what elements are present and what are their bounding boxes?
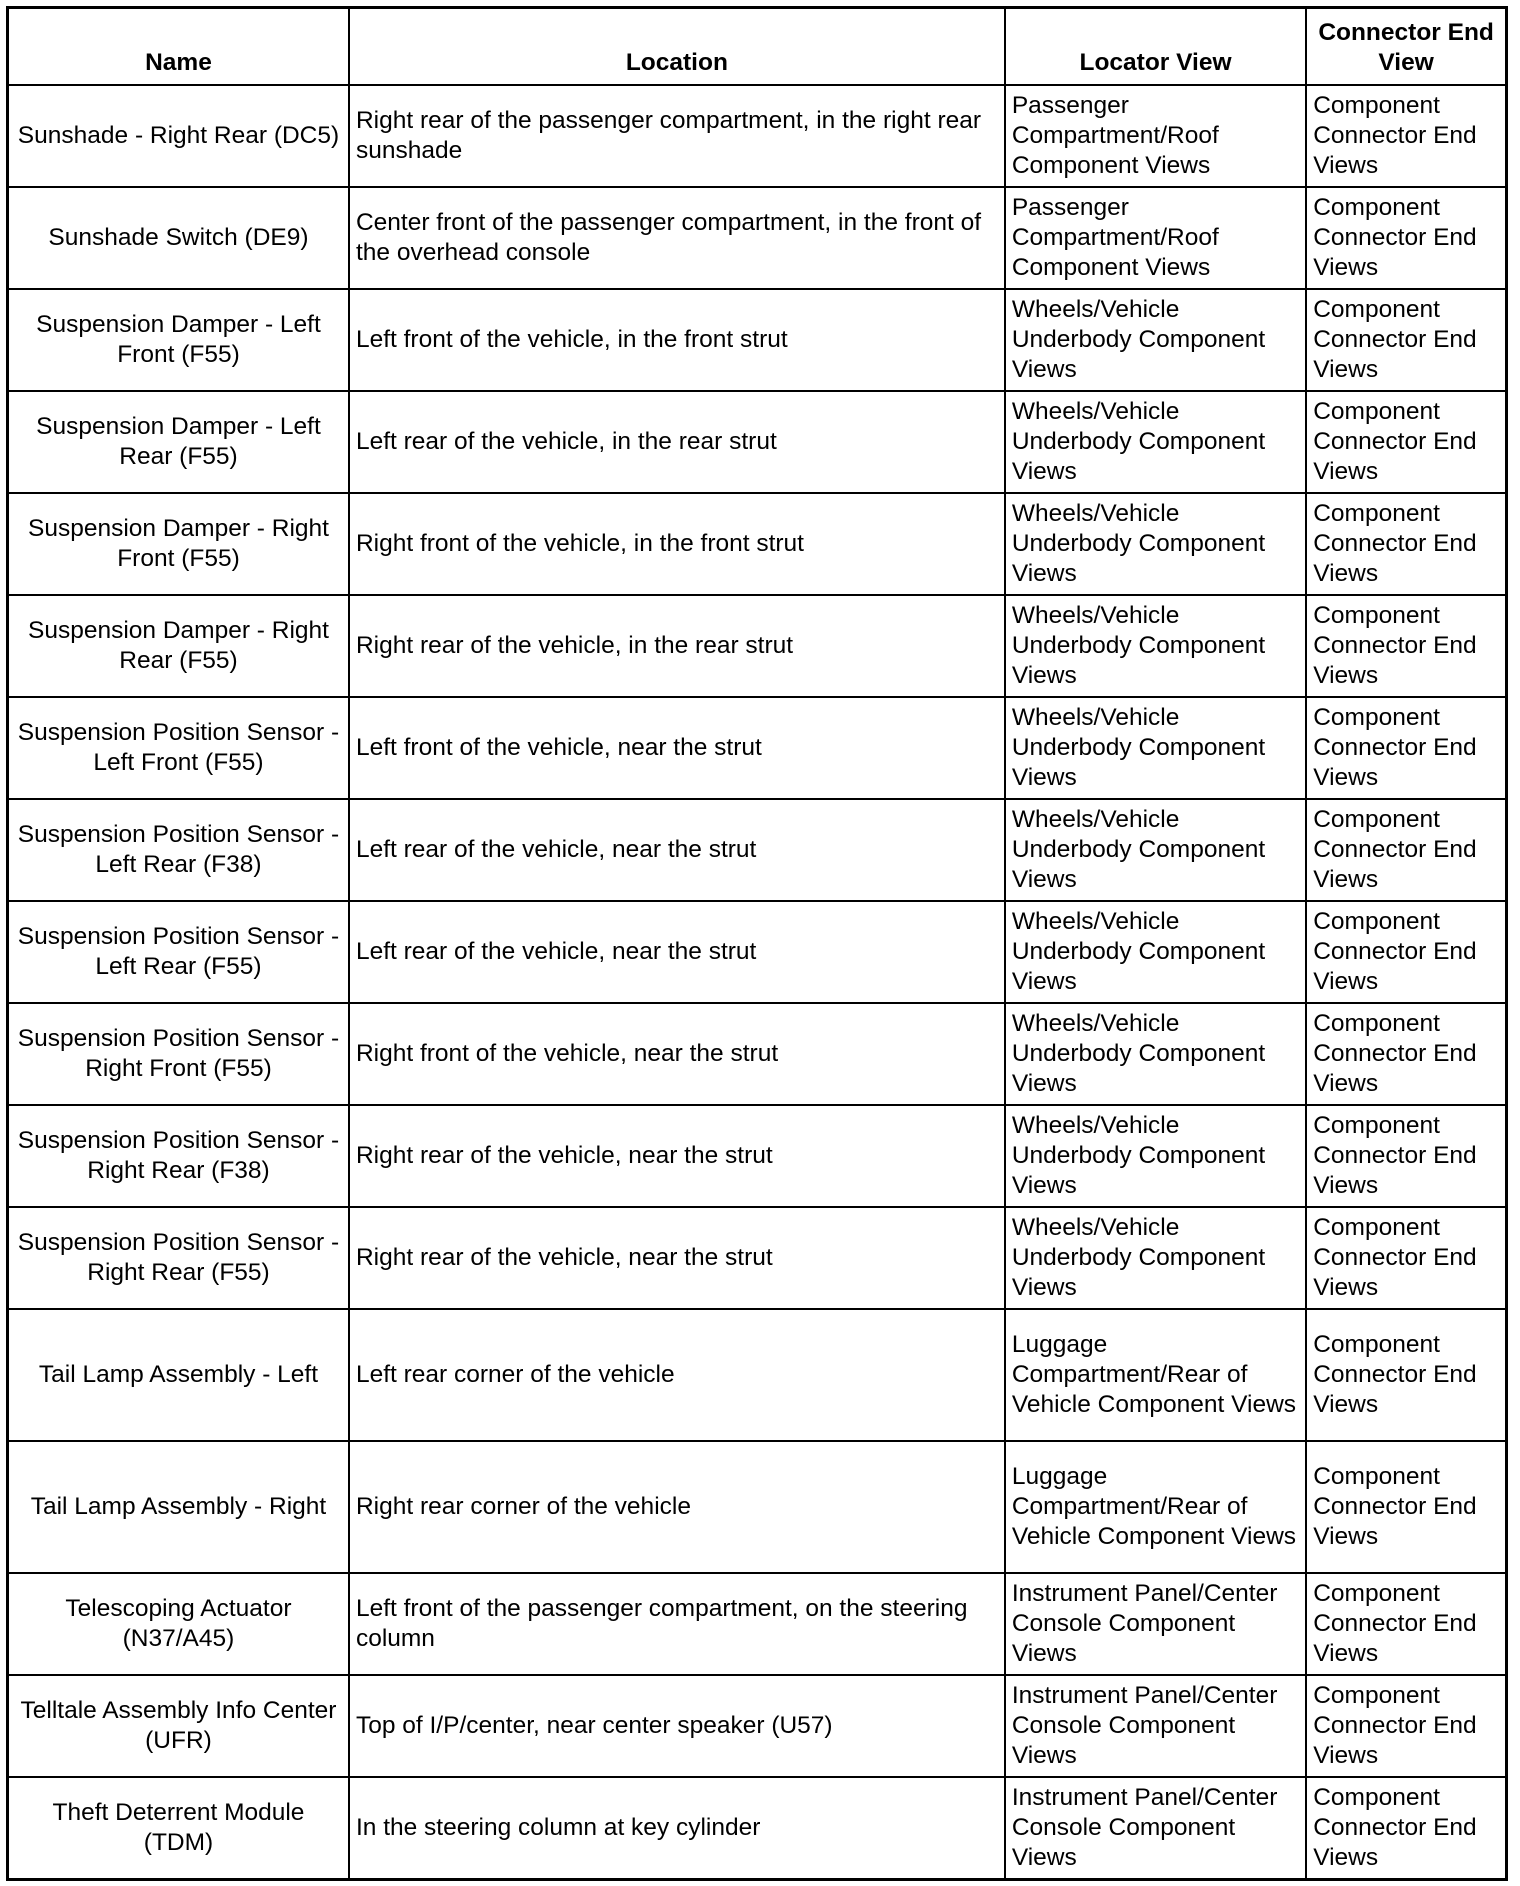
cell-location: Left rear of the vehicle, in the rear strut xyxy=(349,391,1005,493)
cell-location: Left rear of the vehicle, near the strut xyxy=(349,901,1005,1003)
cell-connector-end-view: Component Connector End Views xyxy=(1306,1309,1506,1441)
column-header-name: Name xyxy=(8,8,349,86)
cell-connector-end-view: Component Connector End Views xyxy=(1306,493,1506,595)
cell-name: Tail Lamp Assembly - Left xyxy=(8,1309,349,1441)
cell-connector-end-view: Component Connector End Views xyxy=(1306,1675,1506,1777)
table-row xyxy=(8,697,1507,799)
cell-locator-view: Wheels/Vehicle Underbody Component Views xyxy=(1005,1105,1306,1207)
cell-location: Right rear of the passenger compartment, in the right rear sunshade xyxy=(349,85,1005,187)
table-row xyxy=(8,1573,1507,1675)
cell-locator-view: Luggage Compartment/Rear of Vehicle Component Views xyxy=(1005,1441,1306,1573)
cell-locator-view: Wheels/Vehicle Underbody Component Views xyxy=(1005,493,1306,595)
cell-name: Sunshade - Right Rear (DC5) xyxy=(8,85,349,187)
cell-location: Right rear of the vehicle, near the strut xyxy=(349,1207,1005,1309)
cell-connector-end-view: Component Connector End Views xyxy=(1306,901,1506,1003)
cell-locator-view: Instrument Panel/Center Console Component Views xyxy=(1005,1777,1306,1880)
cell-location: Center front of the passenger compartment, in the front of the overhead console xyxy=(349,187,1005,289)
cell-name: Suspension Position Sensor - Left Rear (F55) xyxy=(8,901,349,1003)
table-row xyxy=(8,901,1507,1003)
table-row xyxy=(8,799,1507,901)
table-row xyxy=(8,391,1507,493)
cell-location: Right rear of the vehicle, near the strut xyxy=(349,1105,1005,1207)
cell-name: Suspension Damper - Left Rear (F55) xyxy=(8,391,349,493)
cell-location: Left front of the vehicle, near the strut xyxy=(349,697,1005,799)
cell-locator-view: Luggage Compartment/Rear of Vehicle Component Views xyxy=(1005,1309,1306,1441)
cell-connector-end-view: Component Connector End Views xyxy=(1306,1207,1506,1309)
cell-name: Suspension Position Sensor - Right Front (F55) xyxy=(8,1003,349,1105)
cell-connector-end-view: Component Connector End Views xyxy=(1306,595,1506,697)
cell-locator-view: Wheels/Vehicle Underbody Component Views xyxy=(1005,1207,1306,1309)
cell-locator-view: Instrument Panel/Center Console Component Views xyxy=(1005,1675,1306,1777)
cell-connector-end-view: Component Connector End Views xyxy=(1306,85,1506,187)
cell-name: Tail Lamp Assembly - Right xyxy=(8,1441,349,1573)
cell-location: Right front of the vehicle, in the front strut xyxy=(349,493,1005,595)
table-row xyxy=(8,493,1507,595)
cell-connector-end-view: Component Connector End Views xyxy=(1306,1441,1506,1573)
table-row xyxy=(8,1105,1507,1207)
cell-connector-end-view: Component Connector End Views xyxy=(1306,1105,1506,1207)
cell-locator-view: Wheels/Vehicle Underbody Component Views xyxy=(1005,697,1306,799)
column-header-location: Location xyxy=(349,8,1005,86)
table-row xyxy=(8,1777,1507,1880)
cell-locator-view: Wheels/Vehicle Underbody Component Views xyxy=(1005,391,1306,493)
cell-locator-view: Wheels/Vehicle Underbody Component Views xyxy=(1005,901,1306,1003)
cell-connector-end-view: Component Connector End Views xyxy=(1306,1003,1506,1105)
table-row xyxy=(8,187,1507,289)
cell-locator-view: Wheels/Vehicle Underbody Component Views xyxy=(1005,799,1306,901)
cell-name: Telltale Assembly Info Center (UFR) xyxy=(8,1675,349,1777)
table-row xyxy=(8,1207,1507,1309)
cell-name: Suspension Damper - Left Front (F55) xyxy=(8,289,349,391)
cell-connector-end-view: Component Connector End Views xyxy=(1306,289,1506,391)
cell-locator-view: Wheels/Vehicle Underbody Component Views xyxy=(1005,289,1306,391)
cell-name: Suspension Position Sensor - Right Rear (F55) xyxy=(8,1207,349,1309)
cell-connector-end-view: Component Connector End Views xyxy=(1306,1573,1506,1675)
cell-location: Left front of the passenger compartment, on the steering column xyxy=(349,1573,1005,1675)
cell-name: Telescoping Actuator (N37/A45) xyxy=(8,1573,349,1675)
cell-name: Suspension Position Sensor - Right Rear (F38) xyxy=(8,1105,349,1207)
cell-location: Right rear of the vehicle, in the rear strut xyxy=(349,595,1005,697)
cell-location: Left rear of the vehicle, near the strut xyxy=(349,799,1005,901)
cell-connector-end-view: Component Connector End Views xyxy=(1306,799,1506,901)
cell-location: Left rear corner of the vehicle xyxy=(349,1309,1005,1441)
table-row xyxy=(8,1441,1507,1573)
cell-locator-view: Passenger Compartment/Roof Component Views xyxy=(1005,85,1306,187)
cell-locator-view: Instrument Panel/Center Console Component Views xyxy=(1005,1573,1306,1675)
cell-connector-end-view: Component Connector End Views xyxy=(1306,697,1506,799)
cell-name: Theft Deterrent Module (TDM) xyxy=(8,1777,349,1880)
table-row xyxy=(8,289,1507,391)
cell-location: In the steering column at key cylinder xyxy=(349,1777,1005,1880)
cell-connector-end-view: Component Connector End Views xyxy=(1306,187,1506,289)
table-row xyxy=(8,1675,1507,1777)
header-row xyxy=(8,8,1507,86)
column-header-connector-end-view: Connector End View xyxy=(1306,8,1506,86)
cell-connector-end-view: Component Connector End Views xyxy=(1306,1777,1506,1880)
cell-locator-view: Passenger Compartment/Roof Component Views xyxy=(1005,187,1306,289)
cell-name: Suspension Damper - Right Rear (F55) xyxy=(8,595,349,697)
cell-location: Right front of the vehicle, near the strut xyxy=(349,1003,1005,1105)
cell-name: Suspension Damper - Right Front (F55) xyxy=(8,493,349,595)
cell-name: Suspension Position Sensor - Left Rear (F38) xyxy=(8,799,349,901)
table-row xyxy=(8,85,1507,187)
cell-name: Sunshade Switch (DE9) xyxy=(8,187,349,289)
table-row xyxy=(8,595,1507,697)
cell-name: Suspension Position Sensor - Left Front (F55) xyxy=(8,697,349,799)
table-row xyxy=(8,1003,1507,1105)
cell-location: Top of I/P/center, near center speaker (U57) xyxy=(349,1675,1005,1777)
cell-location: Right rear corner of the vehicle xyxy=(349,1441,1005,1573)
cell-locator-view: Wheels/Vehicle Underbody Component Views xyxy=(1005,595,1306,697)
component-locator-table xyxy=(6,6,1508,1881)
cell-location: Left front of the vehicle, in the front strut xyxy=(349,289,1005,391)
table-row xyxy=(8,1309,1507,1441)
column-header-locator-view: Locator View xyxy=(1005,8,1306,86)
cell-locator-view: Wheels/Vehicle Underbody Component Views xyxy=(1005,1003,1306,1105)
cell-connector-end-view: Component Connector End Views xyxy=(1306,391,1506,493)
